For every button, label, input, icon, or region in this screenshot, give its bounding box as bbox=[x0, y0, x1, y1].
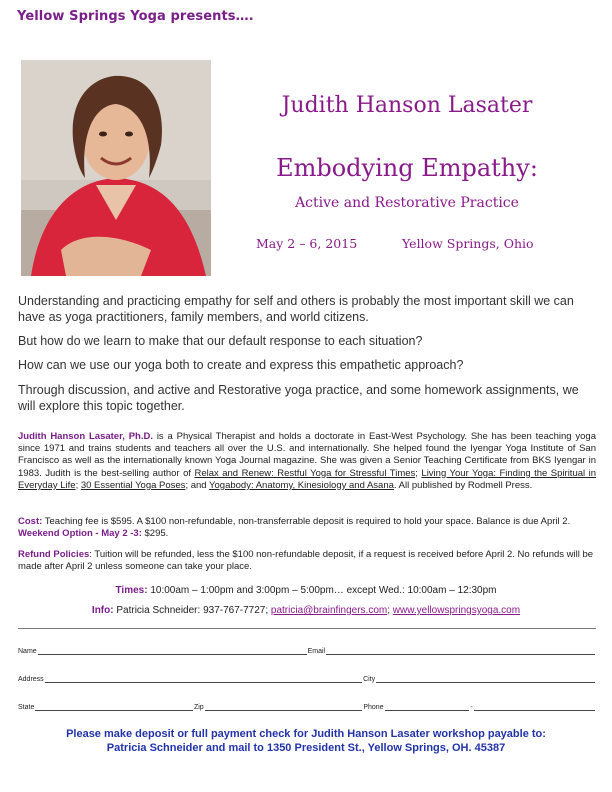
payment-instructions-2: Patricia Schneider and mail to 1350 President St., Yellow Springs, OH. 45387 bbox=[106, 742, 506, 754]
form-row-name-email bbox=[18, 648, 596, 655]
intro-paragraph-3: How can we use our yoga both to create and express this empathetic approach? bbox=[18, 358, 464, 372]
times-label: Times: bbox=[115, 585, 148, 596]
instructor-photo bbox=[21, 60, 211, 276]
info-sep: ; bbox=[387, 605, 393, 616]
info-label: Info: bbox=[91, 605, 114, 616]
presenter-heading: Yellow Springs Yoga presents…. bbox=[17, 9, 254, 24]
phone-area-field[interactable] bbox=[385, 704, 473, 711]
info-text: Patricia Schneider: 937-767-7727; bbox=[113, 605, 271, 616]
state-field[interactable] bbox=[35, 704, 193, 711]
payment-instructions-1: Please make deposit or full payment check for Judith Hanson Lasater workshop payable to: bbox=[66, 728, 546, 740]
refund-paragraph bbox=[18, 549, 596, 573]
website-link[interactable]: www.yellowspringsyoga.com bbox=[392, 605, 521, 616]
workshop-date: May 2 – 6, 2015 bbox=[256, 236, 358, 251]
form-row-state-zip-phone bbox=[18, 704, 596, 711]
city-field[interactable] bbox=[376, 676, 595, 683]
workshop-location: Yellow Springs, Ohio bbox=[402, 236, 534, 251]
weekend-option-label: Weekend Option - May 2 -3: bbox=[18, 528, 142, 540]
photo-illustration bbox=[21, 60, 211, 276]
email-link[interactable]: patricia@brainfingers.com bbox=[270, 605, 388, 616]
address-field[interactable] bbox=[45, 676, 362, 683]
cost-paragraph bbox=[18, 516, 596, 540]
city-label: City bbox=[363, 676, 376, 683]
times-line bbox=[0, 585, 612, 596]
divider bbox=[18, 628, 596, 629]
bio-text-1: is a Physical Therapist and holds a doctorate in East-West Psychology. She has been teaching yoga since 1971 and trains students and teachers all over the U.S. and internationally. She helped found the Iyengar Yoga Institute of San Francisco as well as the internationally known Yoga Journal magazine. She was given a Senior Teaching Certificate from BKS Iyengar in 1983. Judith is the best-selling author of bbox=[18, 431, 596, 479]
address-label: Address bbox=[18, 676, 44, 683]
book-yogabody: Yogabody: Anatomy, Kinesiology and Asana bbox=[209, 479, 394, 491]
refund-label: Refund Policies bbox=[18, 549, 90, 560]
intro-paragraph-1: Understanding and practicing empathy for self and others is probably the most important skill we can have as yoga practitioners, family members, and world citizens. bbox=[18, 294, 574, 324]
cost-text: Teaching fee is $595. A $100 non-refundable, non-transferrable deposit is required to hold your space. Balance is due April 2. bbox=[42, 516, 571, 527]
zip-label: Zip bbox=[193, 704, 204, 711]
bio-paragraph: Judith Hanson Lasater, Ph.D. is a Physical Therapist and holds a doctorate in East-West Psychology. She has been teaching yoga since 1971 and trains students and teachers all over the U.S. and internationally. She helped found the Iyengar Yoga Institute of San Francisco as well as the internationally known Yoga Journal magazine. She was given a Senior Teaching Certificate from BKS Iyengar in 1983. Judith is the best-selling author of Relax and Renew: Restful Yoga for Stressful Times; Living Your Yoga: Finding the Spiritual in Everyday Life; 30 Essential Yoga Poses; and Yogabody: Anatomy, Kinesiology and Asana. All published by Rodmell Press. bbox=[18, 431, 596, 491]
phone-dash: - bbox=[470, 704, 473, 711]
workshop-subtitle: Active and Restorative Practice bbox=[295, 195, 519, 211]
phone-number-field[interactable] bbox=[474, 704, 595, 711]
instructor-name: Judith Hanson Lasater bbox=[281, 93, 533, 118]
times-text: 10:00am – 1:00pm and 3:00pm – 5:00pm… except Wed.: 10:00am – 12:30pm bbox=[147, 585, 497, 596]
name-field[interactable] bbox=[38, 648, 307, 655]
state-label: State bbox=[18, 704, 35, 711]
intro-paragraph-4: Through discussion, and active and Restorative yoga practice, and some homework assignments, we will explore this topic together. bbox=[18, 383, 579, 413]
info-line bbox=[0, 605, 612, 616]
refund-text: : Tuition will be refunded, less the $100 non-refundable deposit, if a request is received before April 2. No refunds will be made after April 2 unless someone can take your place. bbox=[18, 549, 594, 573]
form-row-address-city bbox=[18, 676, 596, 683]
name-label: Name bbox=[18, 648, 37, 655]
cost-label: Cost: bbox=[18, 516, 43, 527]
weekend-option-price: $295. bbox=[141, 528, 169, 540]
workshop-title: Embodying Empathy: bbox=[276, 154, 538, 182]
book-relax-and-renew: Relax and Renew: Restful Yoga for Stressful Times; bbox=[194, 467, 418, 479]
email-label: Email bbox=[307, 648, 326, 655]
bio-name: Judith Hanson Lasater, Ph.D. bbox=[18, 431, 153, 442]
book-living-your-yoga: Living Your Yoga: Finding the Spiritual in Everyday Life bbox=[18, 467, 596, 491]
phone-label: Phone bbox=[363, 704, 384, 711]
intro-paragraph-2: But how do we learn to make that our default response to each situation? bbox=[18, 334, 423, 348]
zip-field[interactable] bbox=[205, 704, 363, 711]
bio-text-2: . All published by Rodmell Press. bbox=[393, 479, 533, 491]
email-field[interactable] bbox=[326, 648, 595, 655]
book-30-essential-poses: 30 Essential Yoga Poses bbox=[80, 479, 186, 491]
